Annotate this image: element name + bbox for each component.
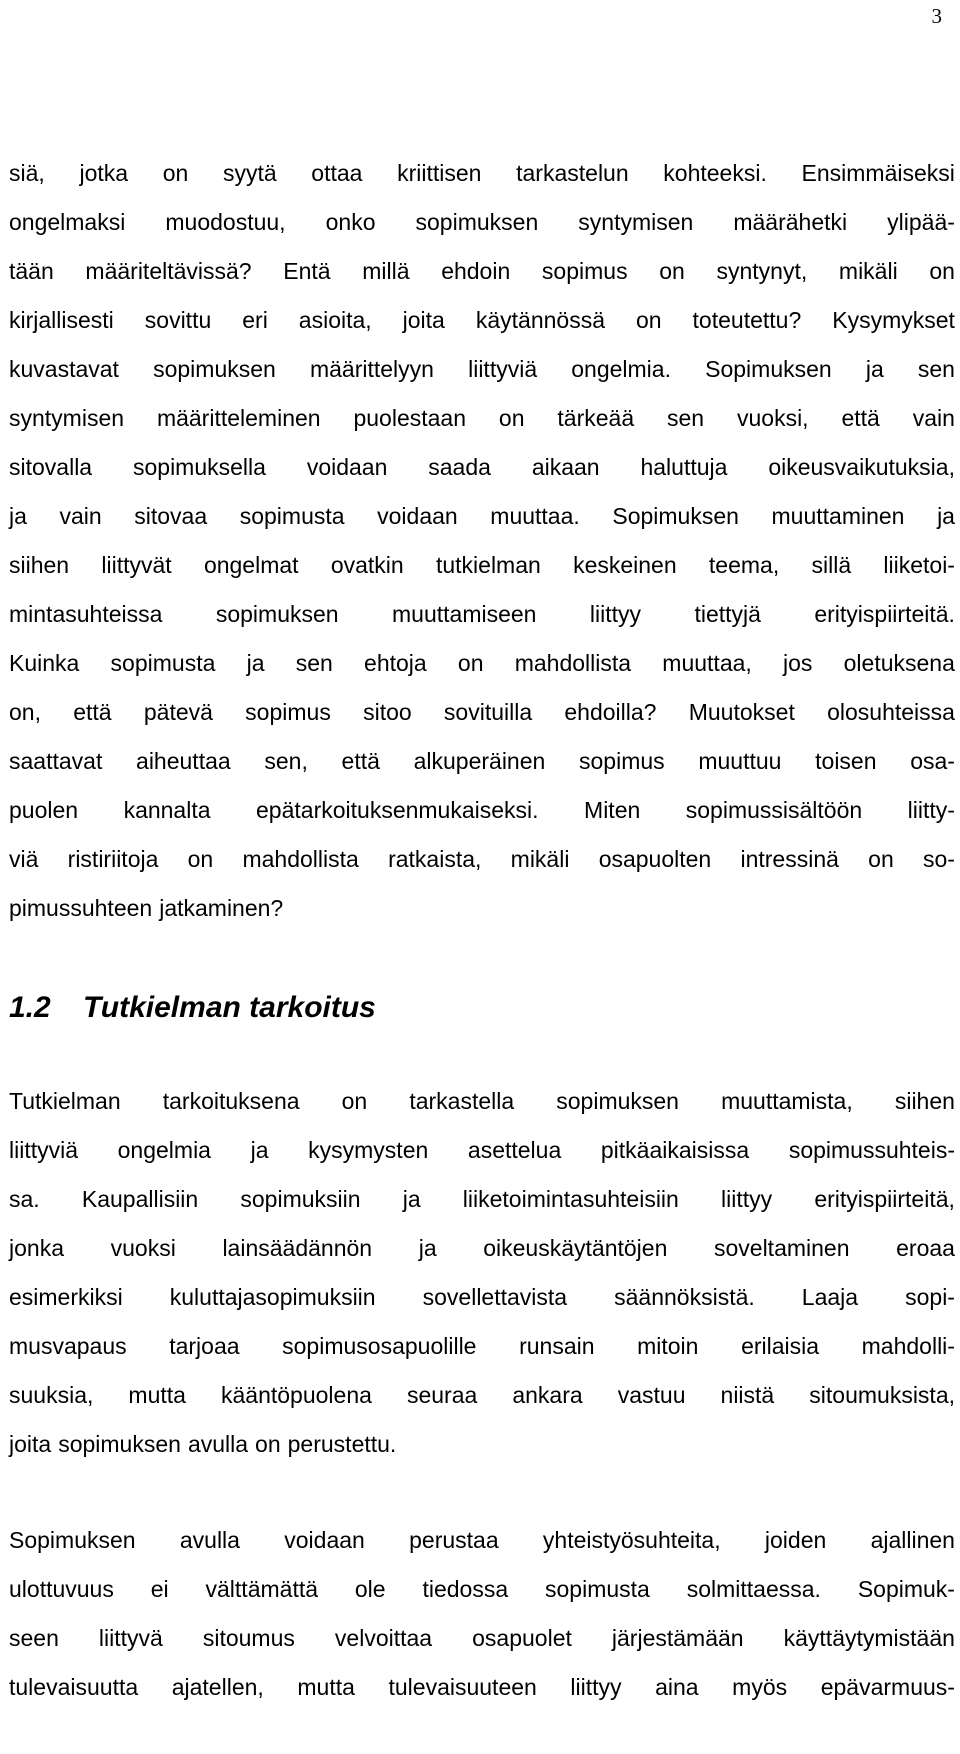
text-line: viä ristiriitoja on mahdollista ratkaista, mikäli osapuolten intressinä on so- [9, 846, 955, 872]
paragraph-3 [9, 1516, 955, 1712]
text-line: seen liittyvä sitoumus velvoittaa osapuolet järjestämään käyttäytymistään [9, 1625, 955, 1651]
paragraph-1 [9, 149, 955, 933]
text-line: ongelmaksi muodostuu, onko sopimuksen syntymisen määrähetki ylipää- [9, 209, 955, 235]
section-number: 1.2 [9, 991, 51, 1024]
text-line: musvapaus tarjoaa sopimusosapuolille runsain mitoin erilaisia mahdolli- [9, 1333, 955, 1359]
text-line: esimerkiksi kuluttajasopimuksiin sovellettavista säännöksistä. Laaja sopi- [9, 1284, 955, 1310]
text-line: liittyviä ongelmia ja kysymysten asettelua pitkäaikaisissa sopimussuhteis- [9, 1137, 955, 1163]
text-line: Kuinka sopimusta ja sen ehtoja on mahdollista muuttaa, jos oletuksena [9, 650, 955, 676]
text-line: ja vain sitovaa sopimusta voidaan muuttaa. Sopimuksen muuttaminen ja [9, 503, 955, 529]
text-line: siä, jotka on syytä ottaa kriittisen tarkastelun kohteeksi. Ensimmäiseksi [9, 160, 955, 186]
text-line: mintasuhteissa sopimuksen muuttamiseen liittyy tiettyjä erityispiirteitä. [9, 601, 955, 627]
section-heading [9, 987, 955, 1029]
text-line: kirjallisesti sovittu eri asioita, joita käytännössä on toteutettu? Kysymykset [9, 307, 955, 333]
text-line: Tutkielman tarkoituksena on tarkastella sopimuksen muuttamista, siihen [9, 1088, 955, 1114]
text-line: suuksia, mutta kääntöpuolena seuraa ankara vastuu niistä sitoumuksista, [9, 1382, 955, 1408]
paragraph-2 [9, 1077, 955, 1469]
text-line: Sopimuksen avulla voidaan perustaa yhteistyösuhteita, joiden ajallinen [9, 1527, 955, 1553]
page-number: 3 [931, 4, 942, 28]
text-line: on, että pätevä sopimus sitoo sovituilla ehdoilla? Muutokset olosuhteissa [9, 699, 955, 725]
text-line: saattavat aiheuttaa sen, että alkuperäinen sopimus muuttuu toisen osa- [9, 748, 955, 774]
text-line: siihen liittyvät ongelmat ovatkin tutkielman keskeinen teema, sillä liiketoi- [9, 552, 955, 578]
section-title: Tutkielman tarkoitus [83, 991, 376, 1024]
text-line: ulottuvuus ei välttämättä ole tiedossa sopimusta solmittaessa. Sopimuk- [9, 1576, 955, 1602]
text-line: puolen kannalta epätarkoituksenmukaiseksi. Miten sopimussisältöön liitty- [9, 797, 955, 823]
page-content [9, 149, 955, 1712]
text-line: sitovalla sopimuksella voidaan saada aikaan haluttuja oikeusvaikutuksia, [9, 454, 955, 480]
text-line: sa. Kaupallisiin sopimuksiin ja liiketoimintasuhteisiin liittyy erityispiirteitä, [9, 1186, 955, 1212]
text-line: pimussuhteen jatkaminen? [9, 895, 284, 921]
text-line: kuvastavat sopimuksen määrittelyyn liittyviä ongelmia. Sopimuksen ja sen [9, 356, 955, 382]
text-line: jonka vuoksi lainsäädännön ja oikeuskäytäntöjen soveltaminen eroaa [9, 1235, 955, 1261]
text-line: tulevaisuutta ajatellen, mutta tulevaisuuteen liittyy aina myös epävarmuus- [9, 1674, 955, 1700]
text-line: tään määriteltävissä? Entä millä ehdoin sopimus on syntynyt, mikäli on [9, 258, 955, 284]
text-line: syntymisen määritteleminen puolestaan on tärkeää sen vuoksi, että vain [9, 405, 955, 431]
text-line: joita sopimuksen avulla on perustettu. [9, 1431, 397, 1457]
